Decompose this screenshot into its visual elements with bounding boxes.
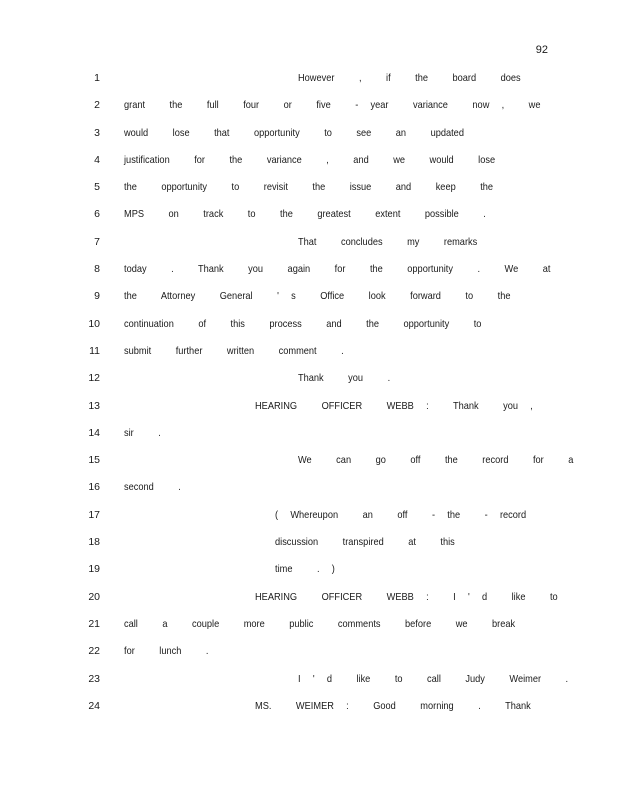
transcript-line bbox=[0, 534, 618, 561]
transcript-line bbox=[0, 288, 618, 315]
line-number: 24 bbox=[88, 699, 100, 712]
line-text: for lunch . bbox=[124, 645, 209, 658]
transcript-line bbox=[0, 589, 618, 616]
transcript-line bbox=[0, 370, 618, 397]
line-number: 17 bbox=[88, 508, 100, 521]
line-text: the Attorney General ' s Office look forward to the bbox=[124, 290, 511, 303]
transcript-line bbox=[0, 179, 618, 206]
line-text: submit further written comment . bbox=[124, 344, 344, 357]
line-text: the opportunity to revisit the issue and keep the bbox=[124, 181, 494, 194]
line-text: today . Thank you again for the opportunity . We at bbox=[124, 263, 551, 276]
line-number: 14 bbox=[88, 426, 100, 439]
line-text: justification for the variance , and we would lose bbox=[124, 153, 496, 166]
transcript-line bbox=[0, 152, 618, 179]
line-number: 5 bbox=[94, 181, 100, 194]
line-text: sir . bbox=[124, 426, 161, 439]
line-number: 19 bbox=[88, 563, 100, 576]
transcript-lines bbox=[0, 70, 618, 725]
line-text: time . ) bbox=[275, 563, 335, 576]
line-number: 12 bbox=[88, 372, 100, 385]
line-text: discussion transpired at this bbox=[275, 536, 455, 549]
line-text: That concludes my remarks bbox=[298, 235, 478, 248]
transcript-line bbox=[0, 398, 618, 425]
line-number: 22 bbox=[88, 645, 100, 658]
transcript-line bbox=[0, 343, 618, 370]
line-number: 10 bbox=[88, 317, 100, 330]
page-number: 92 bbox=[535, 44, 548, 56]
line-number: 2 bbox=[94, 99, 100, 112]
line-number: 16 bbox=[88, 481, 100, 494]
transcript-line bbox=[0, 316, 618, 343]
line-number: 8 bbox=[94, 263, 100, 276]
line-text: call a couple more public comments before we break bbox=[124, 617, 516, 630]
line-text: second . bbox=[124, 481, 181, 494]
transcript-line bbox=[0, 561, 618, 588]
line-number: 13 bbox=[88, 399, 100, 412]
line-number: 7 bbox=[94, 235, 100, 248]
line-text: We can go off the record for a bbox=[298, 454, 574, 467]
transcript-line bbox=[0, 643, 618, 670]
line-number: 23 bbox=[88, 672, 100, 685]
line-text: continuation of this process and the opportunity to bbox=[124, 317, 482, 330]
transcript-line bbox=[0, 616, 618, 643]
transcript-line bbox=[0, 261, 618, 288]
line-text: I ' d like to call Judy Weimer . bbox=[298, 672, 569, 685]
transcript-line bbox=[0, 698, 618, 725]
line-text: Thank you . bbox=[298, 372, 391, 385]
line-text: HEARING OFFICER WEBB : I ' d like to bbox=[255, 590, 558, 603]
transcript-line bbox=[0, 671, 618, 698]
line-number: 9 bbox=[94, 290, 100, 303]
line-number: 21 bbox=[88, 617, 100, 630]
line-number: 18 bbox=[88, 536, 100, 549]
transcript-line bbox=[0, 206, 618, 233]
transcript-line bbox=[0, 452, 618, 479]
line-number: 11 bbox=[89, 344, 100, 357]
line-text: However , if the board does bbox=[298, 72, 521, 84]
line-number: 6 bbox=[94, 208, 100, 221]
line-text: HEARING OFFICER WEBB : Thank you , bbox=[255, 399, 533, 412]
transcript-line bbox=[0, 234, 618, 261]
line-text: grant the full four or five - year variance now , we bbox=[124, 99, 541, 112]
line-text: ( Whereupon an off - the - record bbox=[275, 508, 527, 521]
line-text: MS. WEIMER : Good morning . Thank bbox=[255, 699, 531, 712]
line-text: MPS on track to the greatest extent possible . bbox=[124, 208, 486, 221]
line-text: would lose that opportunity to see an updated bbox=[124, 126, 464, 139]
transcript-line bbox=[0, 125, 618, 152]
line-number: 3 bbox=[94, 126, 100, 139]
transcript-line bbox=[0, 425, 618, 452]
transcript-line bbox=[0, 97, 618, 124]
line-number: 20 bbox=[88, 590, 100, 603]
line-number: 15 bbox=[88, 454, 100, 467]
transcript-line bbox=[0, 479, 618, 506]
transcript-line bbox=[0, 70, 618, 97]
transcript-line bbox=[0, 507, 618, 534]
line-number: 1 bbox=[94, 72, 100, 84]
line-number: 4 bbox=[94, 153, 100, 166]
